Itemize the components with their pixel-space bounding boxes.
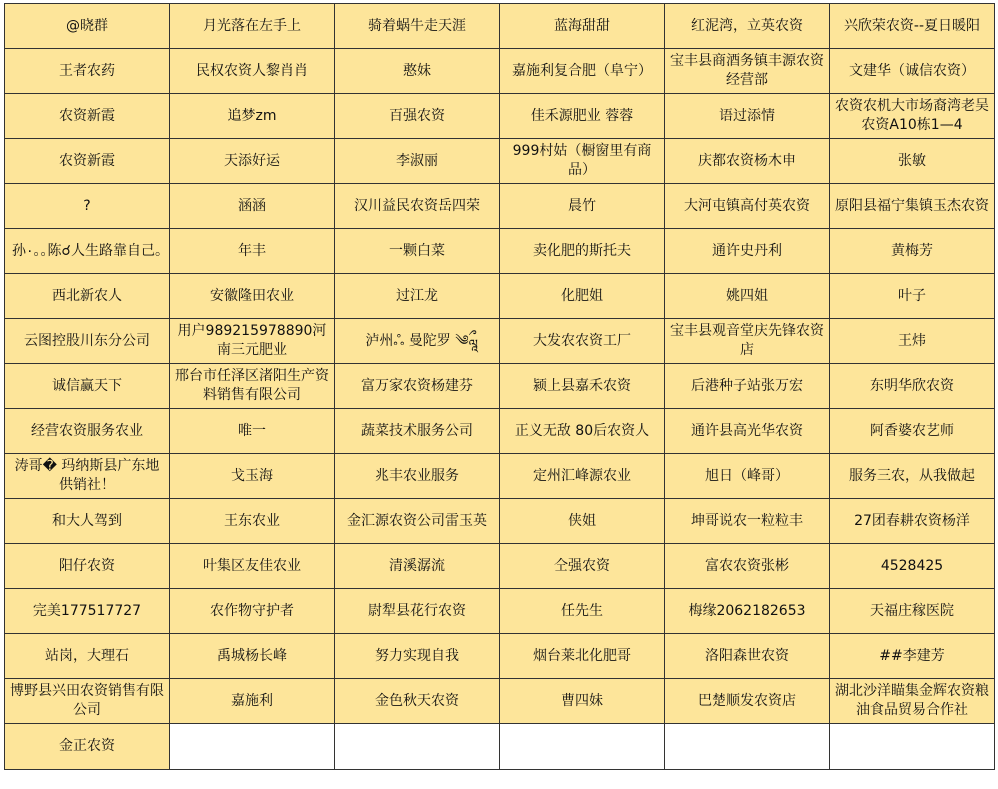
table-row bbox=[5, 679, 995, 724]
table-cell: 王东农业 bbox=[170, 499, 335, 544]
table-body bbox=[5, 4, 995, 770]
table-cell: 宝丰县商酒务镇丰源农资经营部 bbox=[665, 49, 830, 94]
table-cell: 黄梅芳 bbox=[830, 229, 995, 274]
table-cell: 邢台市任泽区渚阳生产资料销售有限公司 bbox=[170, 364, 335, 409]
table-cell: 富农农资张彬 bbox=[665, 544, 830, 589]
table-cell: 侠姐 bbox=[500, 499, 665, 544]
table-cell: 唯一 bbox=[170, 409, 335, 454]
table-cell: 梅缘2062182653 bbox=[665, 589, 830, 634]
table-cell: 憨妹 bbox=[335, 49, 500, 94]
table-cell: 百强农资 bbox=[335, 94, 500, 139]
table-cell bbox=[665, 724, 830, 770]
table-cell: 民权农资人黎肖肖 bbox=[170, 49, 335, 94]
table-row bbox=[5, 139, 995, 184]
table-cell: 涵涵 bbox=[170, 184, 335, 229]
table-cell: 后港种子站张万宏 bbox=[665, 364, 830, 409]
table-cell bbox=[335, 724, 500, 770]
table-cell: 诚信赢天下 bbox=[5, 364, 170, 409]
table-cell: 化肥姐 bbox=[500, 274, 665, 319]
table-cell: 仝强农资 bbox=[500, 544, 665, 589]
table-cell: 富万家农资杨建芬 bbox=[335, 364, 500, 409]
table-cell: 4528425 bbox=[830, 544, 995, 589]
table-cell: 通许县高光华农资 bbox=[665, 409, 830, 454]
table-row bbox=[5, 184, 995, 229]
table-cell: 农资新霞 bbox=[5, 139, 170, 184]
table-cell: 追梦zm bbox=[170, 94, 335, 139]
table-cell: 巴楚顺发农资店 bbox=[665, 679, 830, 724]
table-cell: 旭日（峰哥） bbox=[665, 454, 830, 499]
table-cell: 涛哥� 玛纳斯县广东地供销社！ bbox=[5, 454, 170, 499]
table-row bbox=[5, 634, 995, 679]
table-cell: 农资农机大市场裔湾老吴农资A10栋1—4 bbox=[830, 94, 995, 139]
table-cell: 努力实现自我 bbox=[335, 634, 500, 679]
table-cell: 红泥湾，立英农资 bbox=[665, 4, 830, 49]
table-cell bbox=[500, 724, 665, 770]
table-cell: 云图控股川东分公司 bbox=[5, 319, 170, 364]
table-cell: 和大人驾到 bbox=[5, 499, 170, 544]
table-cell: 文建华（诚信农资） bbox=[830, 49, 995, 94]
table-cell: 嘉施利复合肥（阜宁） bbox=[500, 49, 665, 94]
table-cell: 东明华欣农资 bbox=[830, 364, 995, 409]
table-cell: 天添好运 bbox=[170, 139, 335, 184]
table-cell: 坤哥说农一粒粒丰 bbox=[665, 499, 830, 544]
table-cell: 正义无敌 80后农资人 bbox=[500, 409, 665, 454]
table-cell: 卖化肥的斯托夫 bbox=[500, 229, 665, 274]
table-cell: 骑着蜗牛走天涯 bbox=[335, 4, 500, 49]
table-cell: ? bbox=[5, 184, 170, 229]
table-cell: 兴欣荣农资--夏日暖阳 bbox=[830, 4, 995, 49]
table-cell: 金汇源农资公司雷玉英 bbox=[335, 499, 500, 544]
table-row bbox=[5, 409, 995, 454]
table-cell: 过江龙 bbox=[335, 274, 500, 319]
table-row bbox=[5, 364, 995, 409]
table-cell: 佳禾源肥业 蓉蓉 bbox=[500, 94, 665, 139]
table-cell: 禹城杨长峰 bbox=[170, 634, 335, 679]
table-row bbox=[5, 274, 995, 319]
table-cell: 定州汇峰源农业 bbox=[500, 454, 665, 499]
table-cell: 曹四妹 bbox=[500, 679, 665, 724]
table-cell: 用户989215978890河南三元肥业 bbox=[170, 319, 335, 364]
name-list-table bbox=[4, 3, 995, 770]
table-cell: 尉犁县花行农资 bbox=[335, 589, 500, 634]
table-row bbox=[5, 454, 995, 499]
table-cell: 嘉施利 bbox=[170, 679, 335, 724]
table-row bbox=[5, 49, 995, 94]
table-cell: 孙۰｡｡陈☌人生路靠自己｡ bbox=[5, 229, 170, 274]
table-cell: 庆都农资杨木申 bbox=[665, 139, 830, 184]
table-cell: 站岗，大理石 bbox=[5, 634, 170, 679]
table-cell: 晨竹 bbox=[500, 184, 665, 229]
table-cell: 月光落在左手上 bbox=[170, 4, 335, 49]
table-cell: ##李建芳 bbox=[830, 634, 995, 679]
table-row bbox=[5, 4, 995, 49]
table-row bbox=[5, 589, 995, 634]
table-cell: 西北新农人 bbox=[5, 274, 170, 319]
table-cell: 汉川益民农资岳四荣 bbox=[335, 184, 500, 229]
table-row bbox=[5, 94, 995, 139]
table-cell: 王者农药 bbox=[5, 49, 170, 94]
table-cell: 张敏 bbox=[830, 139, 995, 184]
table-cell: 蔬菜技术服务公司 bbox=[335, 409, 500, 454]
table-row bbox=[5, 499, 995, 544]
table-cell: 博野县兴田农资销售有限公司 bbox=[5, 679, 170, 724]
table-cell: 语过添情 bbox=[665, 94, 830, 139]
table-cell: 安徽隆田农业 bbox=[170, 274, 335, 319]
table-row bbox=[5, 544, 995, 589]
table-cell: 27团春耕农资杨洋 bbox=[830, 499, 995, 544]
table-cell: 大发农农资工厂 bbox=[500, 319, 665, 364]
table-cell: 阿香婆农艺师 bbox=[830, 409, 995, 454]
table-cell: 完美177517727 bbox=[5, 589, 170, 634]
table-cell bbox=[830, 724, 995, 770]
table-cell: 洛阳森世农资 bbox=[665, 634, 830, 679]
table-row bbox=[5, 229, 995, 274]
table-cell: 年丰 bbox=[170, 229, 335, 274]
table-cell: 金色秋天农资 bbox=[335, 679, 500, 724]
table-cell: 天福庄稼医院 bbox=[830, 589, 995, 634]
table-cell: 任先生 bbox=[500, 589, 665, 634]
table-cell: 戈玉海 bbox=[170, 454, 335, 499]
table-cell: 叶子 bbox=[830, 274, 995, 319]
table-cell: 经营农资服务农业 bbox=[5, 409, 170, 454]
table-cell: 清溪潺流 bbox=[335, 544, 500, 589]
table-row bbox=[5, 724, 995, 770]
table-cell: 烟台莱北化肥哥 bbox=[500, 634, 665, 679]
table-cell: 蓝海甜甜 bbox=[500, 4, 665, 49]
table-cell: 湖北沙洋瞄集金辉农资粮油食品贸易合作社 bbox=[830, 679, 995, 724]
table-row bbox=[5, 319, 995, 364]
table-cell: 大河屯镇高付英农资 bbox=[665, 184, 830, 229]
table-cell: 颍上县嘉禾农资 bbox=[500, 364, 665, 409]
table-cell: 王炜 bbox=[830, 319, 995, 364]
table-cell: 服务三农，从我做起 bbox=[830, 454, 995, 499]
table-cell: @晓群 bbox=[5, 4, 170, 49]
table-cell: 通许史丹利 bbox=[665, 229, 830, 274]
table-cell: 原阳县福宁集镇玉杰农资 bbox=[830, 184, 995, 229]
table-cell: 姚四姐 bbox=[665, 274, 830, 319]
table-cell: 叶集区友佳农业 bbox=[170, 544, 335, 589]
table-cell: 一颗白菜 bbox=[335, 229, 500, 274]
table-cell: 李淑丽 bbox=[335, 139, 500, 184]
table-cell: 农作物守护者 bbox=[170, 589, 335, 634]
table-cell: 兆丰农业服务 bbox=[335, 454, 500, 499]
table-cell: 阳仔农资 bbox=[5, 544, 170, 589]
table-cell: 宝丰县观音堂庆先锋农资店 bbox=[665, 319, 830, 364]
table-cell: 金正农资 bbox=[5, 724, 170, 770]
table-cell bbox=[170, 724, 335, 770]
table-cell: 泸州ஃ 曼陀罗 ༄ཹ bbox=[335, 319, 500, 364]
table-cell: 农资新霞 bbox=[5, 94, 170, 139]
table-cell: 999村姑（橱窗里有商品） bbox=[500, 139, 665, 184]
